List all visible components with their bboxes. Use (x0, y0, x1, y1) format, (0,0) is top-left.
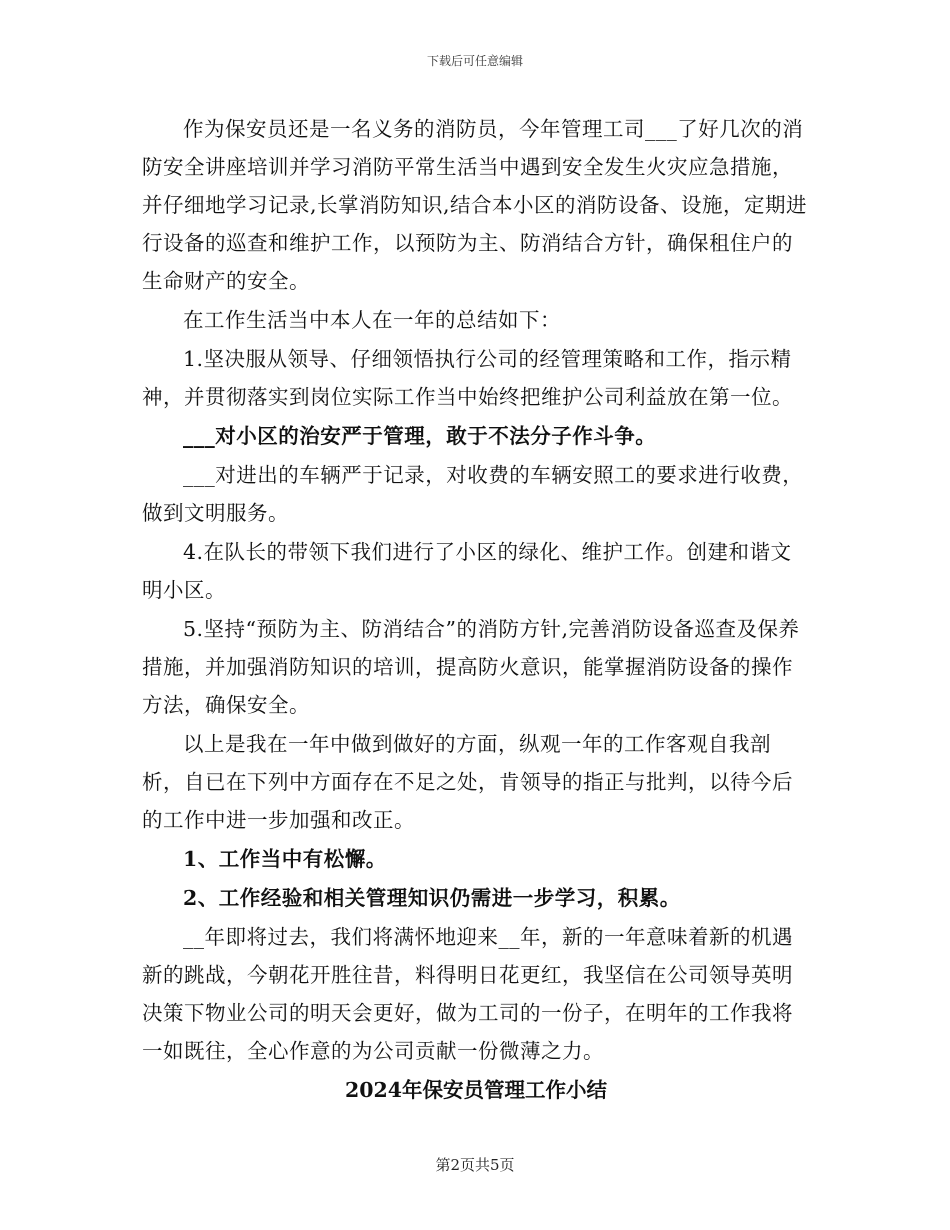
paragraph-1: 作为保安员还是一名义务的消防员，今年管理工司___了好几次的消防安全讲座培训并学习消防平常生活当中遇到安全发生火灾应急措施，并仔细地学习记录,长掌消防知识,结合本小区的消防设备、设施，定期进行设备的巡查和维护工作，以预防为主、防消结合方针，确保租住户的生命财产的安全。 (142, 117, 808, 293)
paragraph-2: 在工作生活当中本人在一年的总结如下： (183, 308, 561, 332)
paragraph-9: 1、工作当中有松懈。 (183, 847, 387, 871)
section-title: 2024年保安员管理工作小结 (344, 1078, 608, 1102)
paragraph-3: 1.坚决服从领导、仔细领悟执行公司的经管理策略和工作，指示精神，并贯彻落实到岗位实际工作当中始终把维护公司利益放在第一位。 (142, 347, 793, 409)
paragraph-10: 2、工作经验和相关管理知识仍需进一步学习，积累。 (183, 886, 681, 910)
page-header: 下载后可任意编辑 (426, 54, 523, 68)
paragraph-11: __年即将过去，我们将满怀地迎来__年，新的一年意味着新的机遇新的跳战，今朝花开胜往昔，料得明日花更红，我坚信在公司领导英明决策下物业公司的明天会更好，做为工司的一份子，在明年的工作我将一如既往，全心作意的为公司贡献一份微薄之力。 (142, 925, 793, 1063)
paragraph-8: 以上是我在一年中做到做好的方面，纵观一年的工作客观自我剖析，自已在下列中方面存在不足之处，肯领导的指正与批判，以待今后的工作中进一步加强和改正。 (142, 732, 793, 832)
paragraph-7: 5.坚持“预防为主、防消结合”的消防方针,完善消防设备巡查及保养措施，并加强消防知识的培训，提高防火意识，能掌握消防设备的操作方法，确保安全。 (142, 617, 800, 717)
paragraph-4: ___对小区的治安严于管理，敢于不法分子作斗争。 (183, 424, 657, 448)
paragraph-5: ___对进出的车辆严于记录，对收费的车辆安照工的要求进行收费，做到文明服务。 (142, 463, 804, 525)
page-footer: 第2页共5页 (435, 1156, 515, 1174)
document-body (142, 110, 810, 1109)
paragraph-6: 4.在队长的带领下我们进行了小区的绿化、维护工作。创建和谐文明小区。 (142, 540, 792, 602)
